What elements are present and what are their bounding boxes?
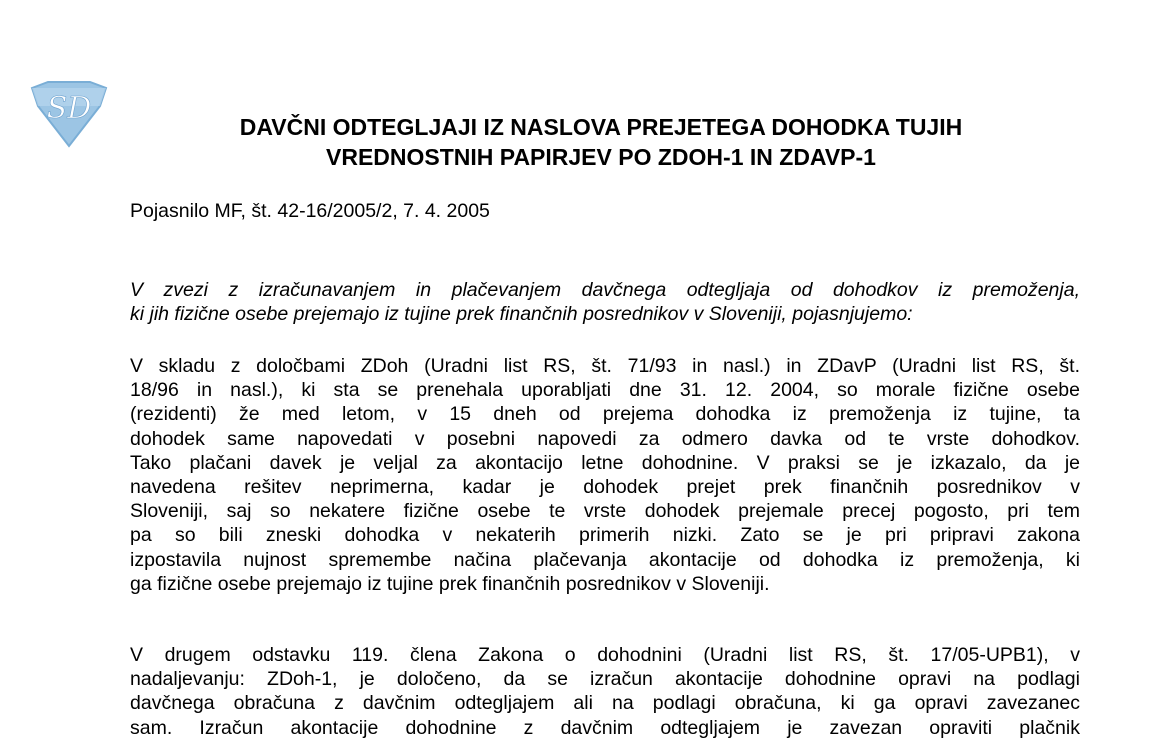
body-paragraph-2: [130, 643, 1080, 740]
document-title: [130, 112, 1072, 172]
intro-paragraph: [130, 278, 1080, 326]
text-line: dohodek same napovedati v posebni napovedi za odmero davka od te vrste dohodkov.: [130, 427, 1080, 450]
text-line: ki jih fizične osebe prejemajo iz tujine prek finančnih posrednikov v Sloveniji, pojasnjujemo:: [130, 303, 913, 326]
text-line: (rezidenti) že med letom, v 15 dneh od prejema dohodka iz premoženja iz tujine, ta: [130, 403, 1080, 426]
text-line: ga fizične osebe prejemajo iz tujine prek finančnih posrednikov v Sloveniji.: [130, 572, 770, 595]
title-line: DAVČNI ODTEGLJAJI IZ NASLOVA PREJETEGA DOHODKA TUJIH: [239, 114, 963, 140]
text-line: Sloveniji, saj so nekatere fizične osebe te vrste dohodek prejemale precej pogosto, pri tem: [130, 500, 1080, 523]
text-line: izpostavila nujnost spremembe načina plačevanja akontacije od dohodka iz premoženja, ki: [130, 548, 1080, 571]
text-line: davčnega obračuna z davčnim odtegljajem ali na podlagi obračuna, ki ga opravi zavezanec: [130, 692, 1080, 715]
sd-logo-icon: [26, 78, 112, 150]
logo-text: SD: [46, 91, 92, 126]
text-line: sam. Izračun akontacije dohodnine z davčnim odtegljajem je zavezan opraviti plačnik: [130, 716, 1080, 739]
text-line: V drugem odstavku 119. člena Zakona o dohodnini (Uradni list RS, št. 17/05-UPB1), v: [130, 644, 1080, 666]
text-line: V skladu z določbami ZDoh (Uradni list RS, št. 71/93 in nasl.) in ZDavP (Uradni list RS, št.: [130, 355, 1080, 377]
text-line: nadaljevanju: ZDoh-1, je določeno, da se izračun akontacije dohodnine opravi na podlagi: [130, 668, 1080, 691]
document-subtitle: Pojasnilo MF, št. 42-16/2005/2, 7. 4. 2005: [130, 200, 490, 222]
text-line: Tako plačani davek je veljal za akontacijo letne dohodnine. V praksi se je izkazalo, da je: [130, 451, 1080, 474]
text-line: navedena rešitev neprimerna, kadar je dohodek prejet prek finančnih posrednikov v: [130, 476, 1080, 499]
text-line: V zvezi z izračunavanjem in plačevanjem davčnega odtegljaja od dohodkov iz premoženja,: [130, 279, 1080, 301]
title-line: VREDNOSTNIH PAPIRJEV PO ZDOH-1 IN ZDAVP-1: [326, 144, 876, 170]
body-paragraph-1: [130, 354, 1080, 596]
text-line: 18/96 in nasl.), ki sta se prenehala uporabljati dne 31. 12. 2004, so morale fizične osebe: [130, 379, 1080, 402]
text-line: pa so bili zneski dohodka v nekaterih primerih nizki. Zato se je pri pripravi zakona: [130, 524, 1080, 547]
